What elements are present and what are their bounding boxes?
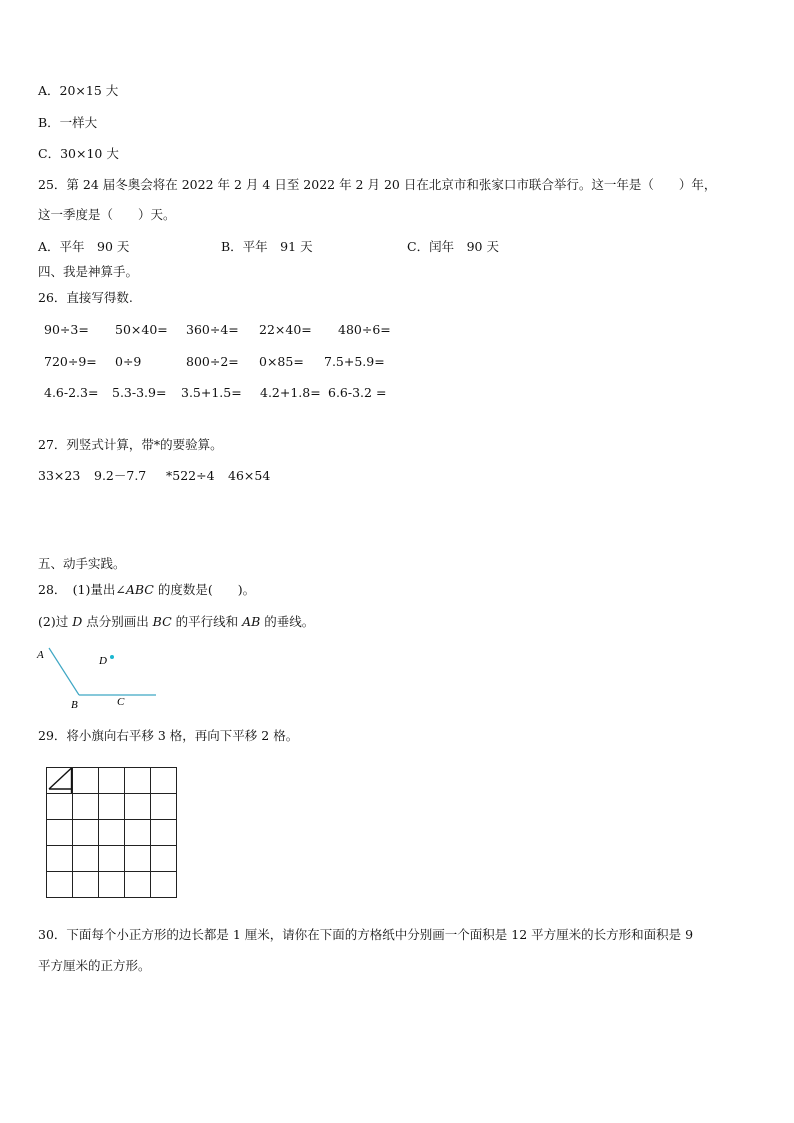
q25-option-a: A．平年 90 天	[38, 239, 130, 254]
q26-item: 5.3-3.9=	[112, 385, 167, 400]
q27-items	[38, 468, 438, 484]
q26-item: 4.2+1.8=	[260, 385, 321, 400]
q25-question-line1: 25．第 24 届冬奥会将在 2022 年 2 月 4 日至 2022 年 2 月 20 日在北京市和张家口市联合举行。这一年是（ ）年，	[38, 177, 717, 192]
q28-part1-prefix: 28． (1)量出∠	[38, 582, 126, 597]
q26-item: 4.6-2.3=	[44, 385, 99, 400]
ray-ba	[49, 648, 79, 695]
q27-item: 46×54	[228, 468, 271, 483]
q28-part2-text-a: (2)过	[38, 614, 73, 629]
point-d	[110, 655, 114, 659]
q26-row-2	[44, 354, 444, 370]
label-a: A	[37, 649, 44, 661]
angle-name: ABC	[125, 582, 154, 597]
grid-lines	[47, 768, 177, 898]
q26-item: 22×40=	[259, 322, 312, 337]
q26-item: 90÷3=	[44, 322, 89, 337]
q26-row-1	[44, 322, 444, 338]
q28-part2-text-c: 的平行线和	[171, 614, 243, 629]
q28-part2-text-d: 的垂线。	[260, 614, 315, 629]
section-4-heading: 四、我是神算手。	[38, 264, 139, 279]
q26-title: 26．直接写得数.	[38, 290, 133, 305]
q27-item: 9.2－7.7	[94, 468, 147, 483]
q25-options	[38, 239, 738, 255]
section-5-heading: 五、动手实践。	[38, 556, 126, 571]
q24-option-c: C．30×10 大	[38, 146, 119, 161]
q28-part2-text-b: 点分别画出	[82, 614, 153, 629]
angle-figure	[30, 642, 170, 714]
q26-item: 7.5+5.9=	[324, 354, 385, 369]
label-c: C	[117, 696, 125, 708]
flag-grid	[46, 767, 180, 901]
q27-title: 27．列竖式计算，带*的要验算。	[38, 437, 223, 452]
q29-title: 29．将小旗向右平移 3 格，再向下平移 2 格。	[38, 728, 299, 743]
q26-item: 0÷9	[115, 354, 142, 369]
q27-item: *522÷4	[166, 468, 215, 483]
q26-item: 360÷4=	[186, 322, 239, 337]
q26-item: 480÷6=	[338, 322, 391, 337]
segment-ab-ref: AB	[242, 614, 261, 629]
q28-part1	[38, 582, 255, 598]
flag-icon	[49, 768, 72, 793]
q28-part1-suffix: 的度数是( )。	[153, 582, 256, 597]
q30-question-line1: 30．下面每个小正方形的边长都是 1 厘米，请你在下面的方格纸中分别画一个面积是 12 平方厘米的长方形和面积是 9	[38, 927, 694, 942]
q26-item: 0×85=	[259, 354, 304, 369]
q24-option-a: A．20×15 大	[38, 83, 119, 98]
q26-item: 800÷2=	[186, 354, 239, 369]
point-d-ref: D	[72, 614, 83, 629]
q25-option-b: B．平年 91 天	[221, 239, 313, 254]
q26-item: 3.5+1.5=	[181, 385, 242, 400]
q27-item: 33×23	[38, 468, 81, 483]
segment-bc-ref: BC	[152, 614, 172, 629]
q26-item: 6.6-3.2 =	[328, 385, 387, 400]
label-b: B	[71, 699, 78, 711]
q24-option-b: B．一样大	[38, 115, 98, 130]
q25-question-line2: 这一季度是（ ）天。	[38, 207, 176, 222]
q26-row-3	[44, 385, 444, 401]
label-d: D	[99, 655, 107, 667]
q25-option-c: C．闰年 90 天	[407, 239, 499, 254]
q26-item: 720÷9=	[44, 354, 97, 369]
q26-item: 50×40=	[115, 322, 168, 337]
q30-question-line2: 平方厘米的正方形。	[38, 958, 151, 973]
q28-part2	[38, 614, 314, 630]
